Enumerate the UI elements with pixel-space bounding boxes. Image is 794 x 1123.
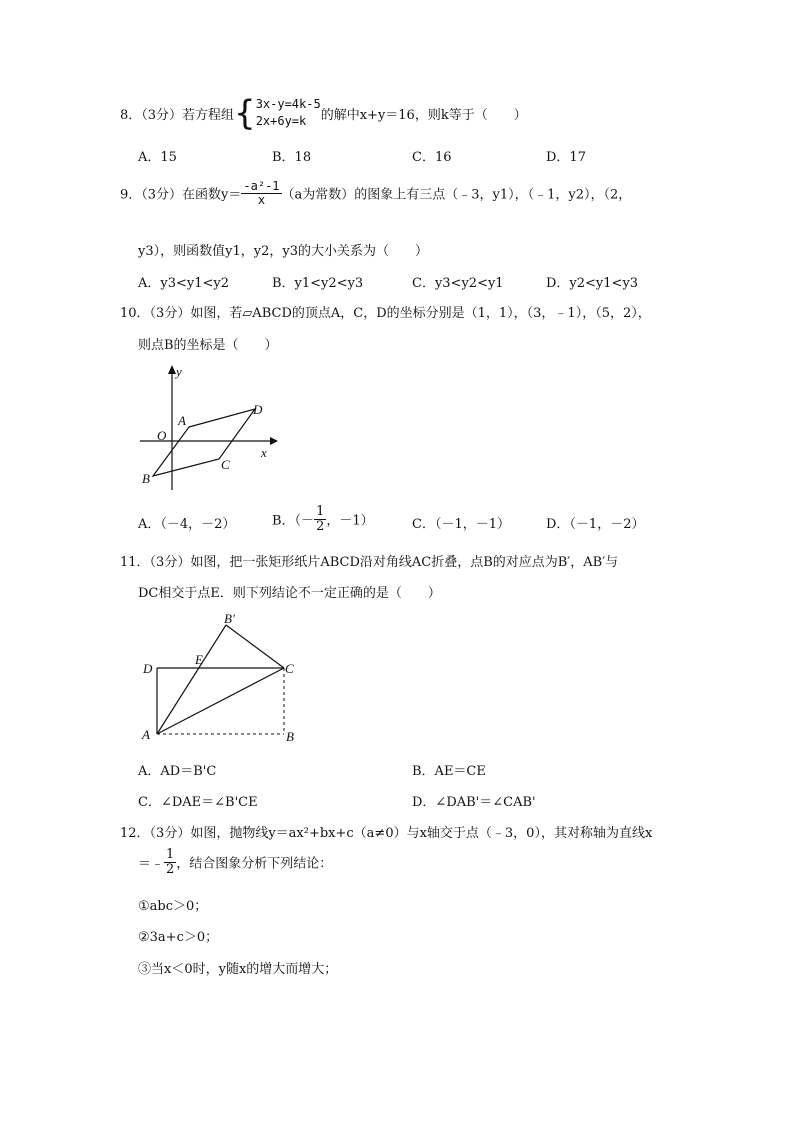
q10-option-b-suffix: ，－1） (326, 513, 374, 529)
q10-label-origin: O (157, 428, 167, 443)
q9-numerator: -a²-1 (243, 179, 280, 193)
q11-label-c: C (285, 661, 294, 676)
q10-label-d: D (253, 402, 263, 417)
q9-option-b: B．y1<y2<y3 (272, 276, 364, 291)
q12-line2 (138, 848, 332, 876)
q12-line2-suffix: ，结合图象分析下列结论： (176, 856, 333, 872)
q8-option-a: A．15 (138, 150, 177, 165)
question-9 (120, 180, 631, 206)
q12-line2-prefix: ＝﹣ (138, 856, 165, 872)
q11-diagonal-ac (157, 668, 284, 734)
q10-line2: 则点B的坐标是（ ） (138, 338, 278, 353)
q8-eq1: 3x-y=4k-5 (255, 97, 321, 111)
q10-x-arrow (270, 437, 278, 445)
q10-parallelogram-figure (135, 362, 285, 497)
q11-line1: 11．（3分）如图，把一张矩形纸片ABCD沿对角线AC折叠，点B的对应点为B′，AB′与 (120, 555, 619, 570)
q10-y-arrow (168, 365, 176, 374)
q12-denominator: 2 (166, 861, 175, 877)
q10-option-b-denominator: 2 (316, 518, 325, 534)
q11-side-b-prime-c (226, 625, 284, 668)
q11-line2: DC相交于点E．则下列结论不一定正确的是（ ） (138, 586, 441, 601)
q10-option-b-prefix: B．（－ (272, 513, 315, 529)
q9-fraction (241, 180, 281, 206)
q11-rectangle-fold-figure (138, 610, 308, 745)
q10-label-y: y (176, 364, 182, 379)
q9-denominator: x (257, 192, 266, 207)
q9-line2: y3），则函数值y1，y2，y3的大小关系为（ ） (138, 244, 428, 259)
q9-suffix: （a为常数）的图象上有三点（﹣3，y1），（﹣1，y2），（2， (281, 187, 632, 203)
q8-option-c: C．16 (412, 150, 452, 165)
q11-label-d: D (143, 661, 153, 676)
q10-label-c: C (221, 457, 230, 472)
q8-eq2: 2x+6y=k (255, 114, 307, 129)
q9-option-d: D．y2<y1<y3 (546, 276, 639, 291)
q12-item-2: ②3a+c＞0； (138, 930, 219, 945)
q10-parallelogram (153, 409, 255, 476)
q12-fraction (164, 848, 176, 876)
q10-label-b: B (142, 471, 150, 486)
q11-option-c: C．∠DAE＝∠B'CE (138, 795, 258, 810)
q8-equation-system (256, 96, 321, 131)
q10-option-b-fraction (314, 505, 326, 533)
q11-option-d: D．∠DAB'＝∠CAB' (412, 795, 536, 810)
q10-option-b-numerator: 1 (316, 504, 325, 519)
q11-label-a: A (142, 727, 150, 742)
q11-label-e: E (195, 652, 203, 667)
q12-item-1: ①abc＞0； (138, 899, 208, 914)
q10-option-c: C．（－1，－1） (412, 517, 510, 532)
q12-line1: 12．（3分）如图，抛物线y＝ax²+bx+c（a≠0）与x轴交于点（﹣3，0），其对称轴为直线x (120, 826, 653, 841)
q8-prefix: 8．（3分）若方程组 (120, 107, 235, 123)
q11-label-b-prime: B' (224, 611, 235, 626)
q12-item-3: ③当x＜0时，y随x的增大而增大； (138, 962, 338, 977)
q10-line1: 10．（3分）如图，若▱ABCD的顶点A，C，D的坐标分别是（1，1），（3，﹣1），（5，2）， (120, 306, 651, 321)
question-8 (120, 93, 527, 134)
q11-label-b: B (286, 729, 294, 744)
q11-option-a: A．AD＝B'C (138, 764, 217, 779)
q8-option-b: B．18 (272, 150, 312, 165)
q9-option-c: C．y3<y2<y1 (412, 276, 504, 291)
q10-option-a: A．（－4，－2） (138, 517, 236, 532)
q10-label-a: A (178, 413, 186, 428)
q10-label-x: x (261, 445, 267, 460)
q8-suffix: 的解中x+y＝16，则k等于（ ） (320, 107, 527, 123)
q11-side-ab-prime (157, 625, 226, 734)
q10-option-b (272, 505, 374, 533)
q8-brace: { (234, 93, 256, 134)
q9-option-a: A．y3<y1<y2 (138, 276, 230, 291)
q11-option-b: B．AE＝CE (412, 764, 486, 779)
q10-option-d: D．（－1，－2） (546, 517, 645, 532)
q9-prefix: 9．（3分）在函数y＝ (120, 187, 242, 203)
q8-option-d: D．17 (546, 150, 586, 165)
q12-numerator: 1 (166, 847, 175, 862)
